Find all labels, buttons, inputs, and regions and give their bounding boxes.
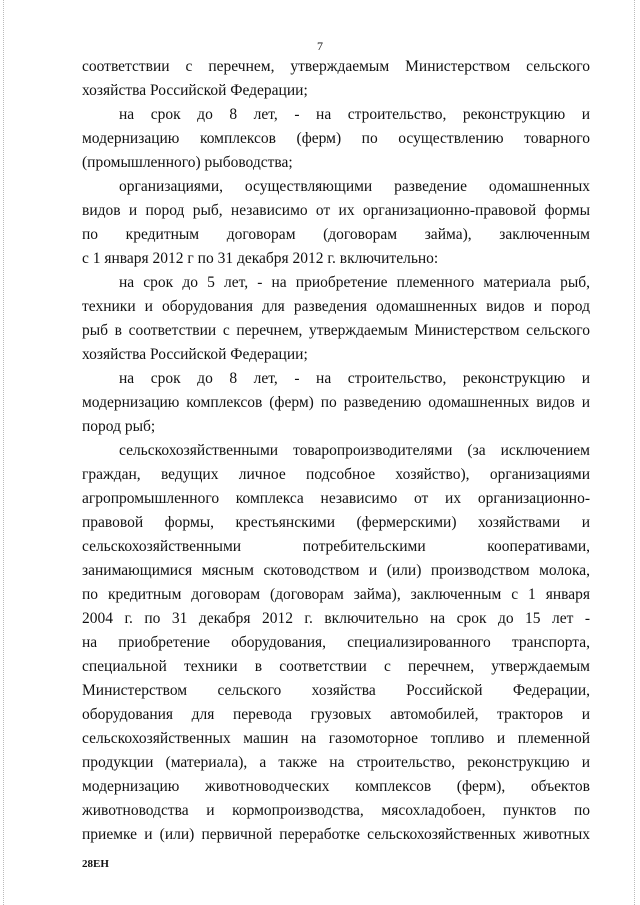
text-line: техники и оборудования для разведения одомашненных видов и пород — [82, 298, 590, 315]
text-line: занимающимися мясным скотоводством и (или) производством молока, — [82, 562, 590, 579]
text-line: пород рыб; — [82, 418, 156, 435]
text-line: специальной техники в соответствии с перечнем, утверждаемым — [82, 658, 590, 675]
text-line: оборудования для перевода грузовых автомобилей, тракторов и — [82, 706, 590, 723]
scan-edge-right — [634, 0, 637, 905]
text-line: по кредитным договорам (договорам займа), заключенным с 1 января — [82, 586, 590, 603]
text-line: сельскохозяйственными потребительскими кооперативами, — [82, 538, 590, 555]
text-line: продукции (материала), а также на строительство, реконструкцию и — [82, 754, 590, 771]
text-line: Министерством сельского хозяйства Российской Федерации, — [82, 682, 590, 699]
text-line: соответствии с перечнем, утверждаемым Министерством сельского — [82, 58, 590, 75]
footer-code: 28ЕН — [82, 858, 109, 870]
text-line: сельскохозяйственными товаропроизводителями (за исключением — [119, 442, 590, 459]
text-line: сельскохозяйственных машин на газомоторное топливо и племенной — [82, 730, 590, 747]
text-line: на срок до 8 лет, - на строительство, реконструкцию и — [119, 370, 590, 387]
text-line: видов и пород рыб, независимо от их организационно-правовой формы — [82, 202, 590, 219]
text-line: правовой формы, крестьянскими (фермерскими) хозяйствами и — [82, 514, 590, 531]
text-line: агропромышленного комплекса независимо от их организационно- — [82, 490, 590, 507]
text-line: организациями, осуществляющими разведение одомашненных — [119, 178, 590, 195]
text-line: граждан, ведущих личное подсобное хозяйство), организациями — [82, 466, 590, 483]
text-line: животноводства и кормопроизводства, мясохладобоен, пунктов по — [82, 802, 590, 819]
text-line: приемке и (или) первичной переработке сельскохозяйственных животных — [82, 826, 590, 843]
text-line: на приобретение оборудования, специализированного транспорта, — [82, 634, 590, 651]
text-line: по кредитным договорам (договорам займа), заключенным — [82, 226, 590, 243]
text-line: рыб в соответствии с перечнем, утверждаемым Министерством сельского — [82, 322, 590, 339]
text-line: хозяйства Российской Федерации; — [82, 82, 308, 99]
text-line: модернизацию комплексов (ферм) по разведению одомашненных видов и — [82, 394, 590, 411]
text-line: с 1 января 2012 г по 31 декабря 2012 г. включительно: — [82, 250, 439, 267]
text-line: модернизацию животноводческих комплексов (ферм), объектов — [82, 778, 590, 795]
text-line: 2004 г. по 31 декабря 2012 г. включительно на срок до 15 лет - — [82, 610, 590, 627]
text-line: на срок до 5 лет, - на приобретение племенного материала рыб, — [119, 274, 590, 291]
scan-edge-left — [3, 0, 6, 905]
text-line: на срок до 8 лет, - на строительство, реконструкцию и — [119, 106, 590, 123]
text-line: (промышленного) рыбоводства; — [82, 154, 293, 171]
page-number: 7 — [317, 39, 323, 53]
text-line: хозяйства Российской Федерации; — [82, 346, 308, 363]
text-line: модернизацию комплексов (ферм) по осуществлению товарного — [82, 130, 590, 147]
